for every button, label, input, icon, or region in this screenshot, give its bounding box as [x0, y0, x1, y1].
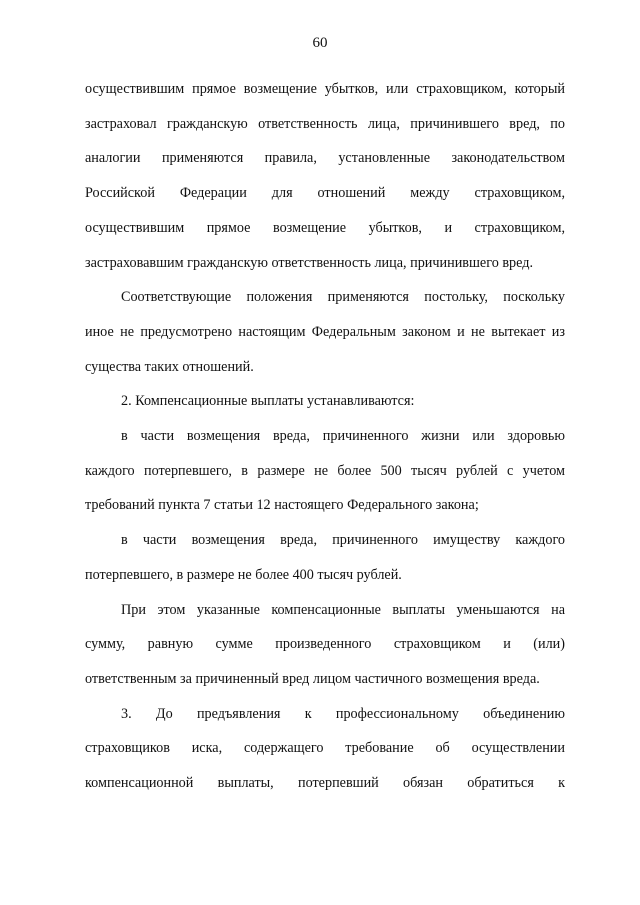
paragraph-line: сумму, равную сумме произведенного страховщиком и (или)	[85, 636, 565, 653]
paragraph-line: застраховал гражданскую ответственность лица, причинившего вред, по	[85, 115, 565, 132]
paragraph-line: каждого потерпевшего, в размере не более 500 тысяч рублей с учетом	[85, 462, 565, 479]
paragraph-line: компенсационной выплаты, потерпевший обязан обратиться к	[85, 775, 565, 792]
paragraph-line: 2. Компенсационные выплаты устанавливаются:	[121, 393, 415, 410]
paragraph-line: Российской Федерации для отношений между страховщиком,	[85, 185, 565, 202]
page-number: 60	[312, 35, 328, 51]
paragraph-line: требований пункта 7 статьи 12 настоящего Федерального закона;	[85, 497, 479, 514]
paragraph-line: осуществившим прямое возмещение убытков, или страховщиком, который	[85, 81, 565, 97]
paragraph-line: потерпевшего, в размере не более 400 тысяч рублей.	[85, 566, 402, 583]
paragraph-line: Соответствующие положения применяются постольку, поскольку	[121, 289, 565, 306]
paragraph-line: При этом указанные компенсационные выплаты уменьшаются на	[121, 601, 565, 618]
paragraph-line: осуществившим прямое возмещение убытков, и страховщиком,	[85, 219, 565, 236]
paragraph-line: в части возмещения вреда, причиненного жизни или здоровью	[121, 428, 565, 445]
paragraph-line: ответственным за причиненный вред лицом частичного возмещения вреда.	[85, 670, 540, 687]
paragraph-line: иное не предусмотрено настоящим Федеральным законом и не вытекает из	[85, 323, 565, 340]
paragraph-line: страховщиков иска, содержащего требование об осуществлении	[85, 740, 565, 757]
document-body	[85, 72, 565, 801]
paragraph-line: существа таких отношений.	[85, 358, 254, 375]
paragraph-line: 3. До предъявления к профессиональному объединению	[121, 705, 565, 722]
paragraph-line: в части возмещения вреда, причиненного имуществу каждого	[121, 532, 565, 549]
paragraph-line: застраховавшим гражданскую ответственность лица, причинившего вред.	[85, 254, 533, 271]
paragraph-line: аналогии применяются правила, установленные законодательством	[85, 150, 565, 167]
